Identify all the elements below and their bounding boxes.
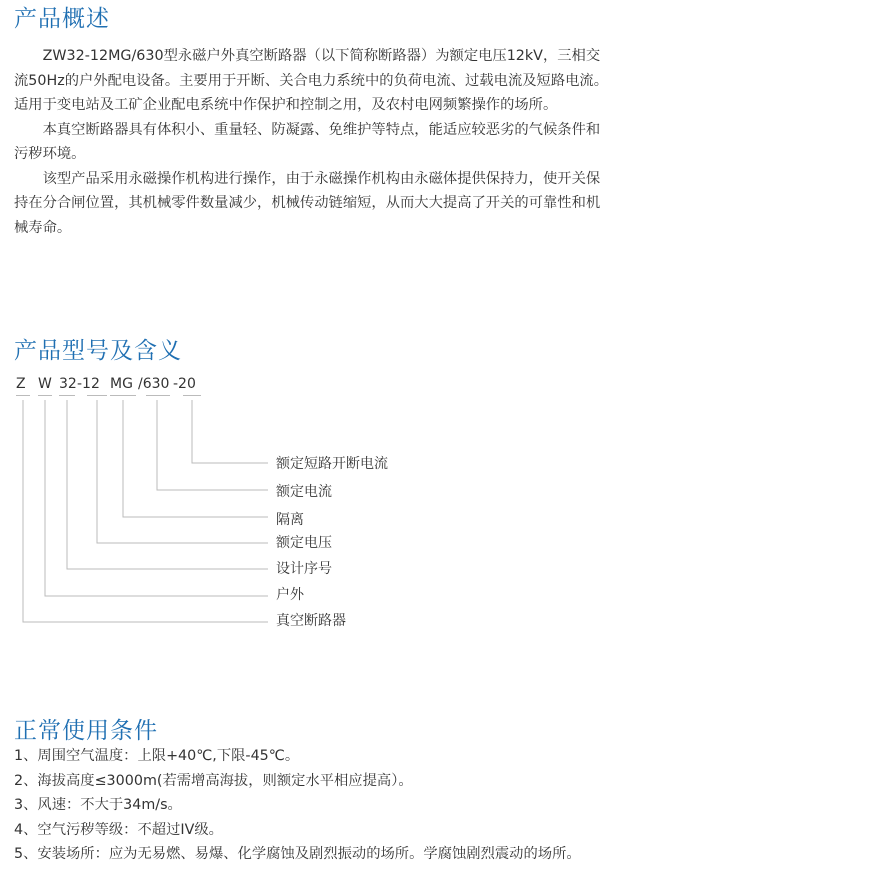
condition-item-altitude: 2、海拔高度≤3000m(若需增高海拔，则额定水平相应提高）。 — [14, 772, 413, 789]
model-title: 产品型号及含义 — [14, 338, 182, 364]
meaning-design-number: 设计序号 — [276, 561, 332, 577]
model-segment-z: Z — [16, 376, 26, 392]
conditions-title: 正常使用条件 — [14, 718, 158, 744]
conditions-list — [14, 744, 614, 867]
model-segment-w: W — [38, 376, 52, 392]
meaning-vacuum-breaker: 真空断路器 — [276, 613, 346, 629]
condition-item-site: 5、安装场所：应为无易燃、易爆、化学腐蚀及剧烈振动的场所。学腐蚀剧烈震动的场所。 — [14, 846, 581, 862]
model-segment-design-no: 32 — [59, 376, 77, 392]
condition-item-pollution: 4、空气污秽等级：不超过IV级。 — [14, 821, 223, 838]
meaning-outdoor: 户外 — [276, 587, 304, 603]
meaning-rated-current: 额定电流 — [276, 484, 332, 500]
meaning-isolation: 隔离 — [276, 512, 304, 528]
meaning-rated-voltage: 额定电压 — [276, 535, 332, 551]
overview-paragraph: ZW32-12MG/630型永磁户外真空断路器（以下简称断路器）为额定电压12kV，三相交流50Hz的户外配电设备。主要用于开断、关合电力系统中的负荷电流、过载电流及短路电流。适用于变电站及工矿企业配电系统中作保护和控制之用，及农村电网频繁操作的场所。 — [14, 48, 609, 113]
overview-paragraph: 本真空断路器具有体积小、重量轻、防凝露、免维护等特点，能适应较恶劣的气候条件和污秽环境。 — [14, 121, 601, 162]
overview-title: 产品概述 — [14, 6, 110, 32]
condition-item-wind: 3、风速：不大于34m/s。 — [14, 797, 182, 813]
model-segment-mg: MG — [110, 376, 133, 392]
model-segment-current: /630 — [138, 376, 170, 392]
meaning-breaking-current: 额定短路开断电流 — [276, 456, 388, 472]
overview-body — [14, 44, 614, 240]
overview-paragraph: 该型产品采用永磁操作机构进行操作，由于永磁操作机构由永磁体提供保持力，使开关保持在分合闸位置，其机械零件数量减少，机械传动链缩短，从而大大提高了开关的可靠性和机械寿命。 — [14, 170, 601, 236]
model-designation-diagram — [0, 370, 890, 640]
condition-item-temperature: 1、周围空气温度：上限+40℃,下限-45℃。 — [14, 748, 300, 764]
model-segment-breaking: -20 — [173, 376, 196, 392]
leader-lines — [0, 370, 890, 640]
model-segment-voltage: -12 — [77, 376, 100, 392]
